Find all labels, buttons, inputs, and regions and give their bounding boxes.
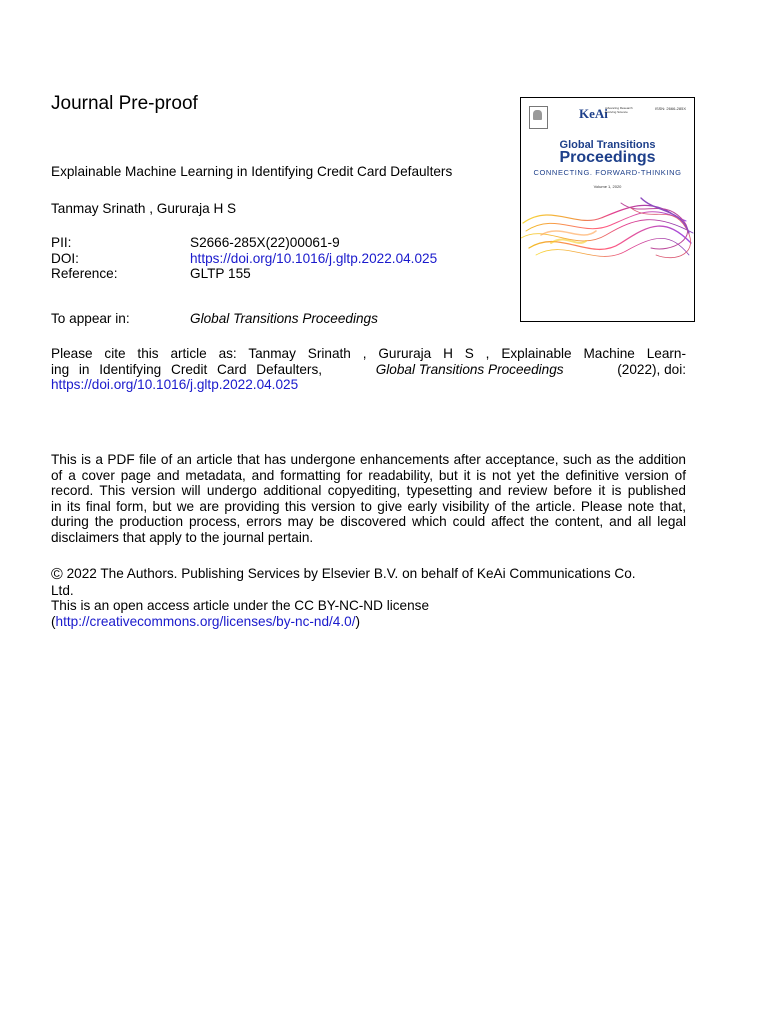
notice-line: This is a PDF file of an article that has undergone enhancements after acceptance, such as the addition bbox=[51, 452, 686, 467]
license-statement: This is an open access article under the CC BY-NC-ND license bbox=[51, 598, 430, 614]
notice-line: during the production process, errors may be discovered which could affect the content, and all legal bbox=[51, 514, 686, 530]
cover-title-line-2: Proceedings bbox=[559, 149, 656, 166]
elsevier-tree-logo-icon bbox=[529, 106, 548, 129]
pii-value: S2666-285X(22)00061-9 bbox=[190, 235, 340, 250]
appear-label: To appear in: bbox=[51, 311, 130, 326]
journal-preproof-heading: Journal Pre-proof bbox=[51, 93, 198, 114]
paren-open: ( bbox=[51, 613, 56, 629]
citation-paragraph bbox=[51, 346, 686, 393]
license-link[interactable]: http://creativecommons.org/licenses/by-nc-nd/4.0/ bbox=[55, 613, 356, 629]
notice-line: in its final form, but we are providing this version to give early visibility of the article. Please note that, bbox=[51, 498, 686, 514]
notice-line: of a cover page and metadata, and formatting for readability, but it is not yet the definitive version of bbox=[51, 467, 686, 483]
copyright-line-2: Ltd. bbox=[51, 582, 74, 598]
keai-logo: KeAi bbox=[579, 106, 608, 121]
citation-year-doi: (2022), doi: bbox=[617, 361, 686, 377]
citation-line-2 bbox=[51, 362, 686, 378]
copyright-block bbox=[51, 566, 691, 629]
notice-line: disclaimers that apply to the journal pertain. bbox=[51, 529, 314, 545]
cover-volume: Volume 1, 2020 bbox=[593, 184, 622, 189]
citation-line-1: Please cite this article as: Tanmay Srinath , Gururaja H S , Explainable Machine Learn- bbox=[51, 346, 686, 361]
keai-logo-subtitle: Advancing Research Evolving Science bbox=[605, 106, 633, 114]
doi-link[interactable]: https://doi.org/10.1016/j.gltp.2022.04.025 bbox=[190, 251, 438, 266]
pii-label: PII: bbox=[51, 235, 72, 250]
copyright-icon: © bbox=[51, 566, 63, 583]
cover-smoke-art-icon bbox=[521, 193, 695, 322]
citation-journal: Global Transitions Proceedings bbox=[375, 361, 564, 377]
notice-line: record. This version will undergo additional copyediting, typesetting and review before it is published bbox=[51, 483, 686, 499]
cover-issn: ISSN: 2666-285X bbox=[654, 106, 686, 111]
journal-cover-image bbox=[520, 97, 695, 322]
reference-value: GLTP 155 bbox=[190, 266, 251, 281]
citation-text: ing in Identifying Credit Card Defaulters, bbox=[51, 361, 323, 377]
cover-title-line-1: Global Transitions bbox=[559, 139, 656, 151]
paren-close: ) bbox=[355, 613, 361, 629]
article-authors: Tanmay Srinath , Gururaja H S bbox=[51, 201, 237, 216]
copyright-line-1: 2022 The Authors. Publishing Services by Elsevier B.V. on behalf of KeAi Communications Co. bbox=[62, 566, 636, 581]
reference-label: Reference: bbox=[51, 266, 118, 281]
citation-doi-link[interactable]: https://doi.org/10.1016/j.gltp.2022.04.025 bbox=[51, 377, 299, 393]
cover-tagline: CONNECTING. FORWARD-THINKING bbox=[533, 168, 682, 177]
article-title: Explainable Machine Learning in Identifying Credit Card Defaulters bbox=[51, 164, 453, 179]
appear-journal: Global Transitions Proceedings bbox=[190, 311, 378, 326]
doi-label: DOI: bbox=[51, 251, 79, 266]
preproof-notice bbox=[51, 452, 686, 546]
